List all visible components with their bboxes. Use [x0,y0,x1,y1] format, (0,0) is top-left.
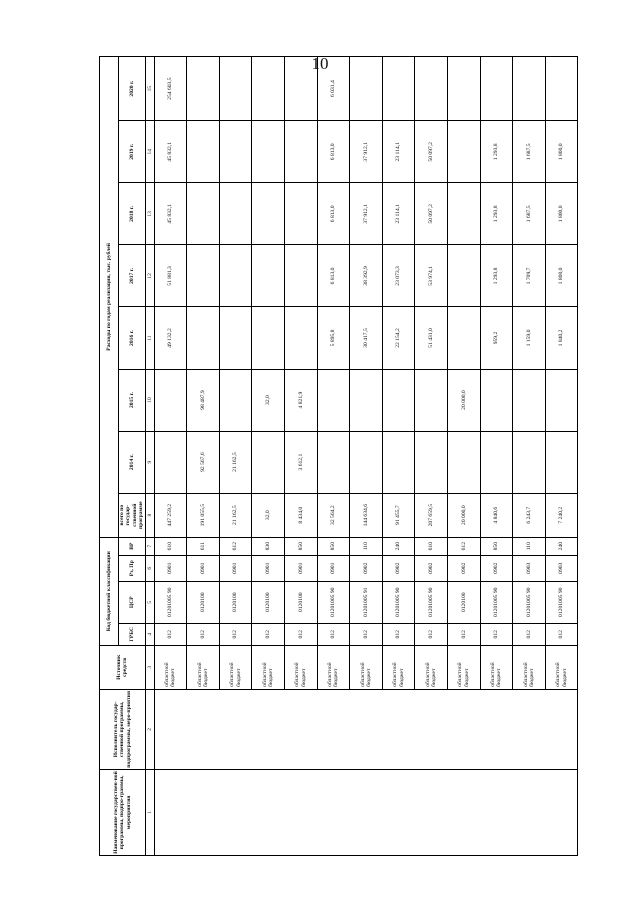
cell-csr: 0120100 [219,581,252,623]
cell-source: областной бюджет [285,645,318,689]
cell-y2020 [219,57,252,121]
cell-grbs: 012 [545,623,578,645]
cell-y2017 [285,245,318,307]
header-year-2019: 2019 г. [119,121,146,183]
cell-y2020: 6 031,4 [317,57,350,121]
cell-source: областной бюджет [317,645,350,689]
cell-y2020 [513,57,546,121]
cell-vr: 850 [285,537,318,555]
cell-y2015 [545,369,578,431]
budget-table [99,56,578,856]
column-number: 5 [145,581,154,623]
cell-y2019 [219,121,252,183]
header-executor: Исполнитель государ-ственной программы, подпрограммы, меро-приятия [100,689,146,769]
cell-y2015 [415,369,448,431]
cell-y2020 [545,57,578,121]
cell-total: 91 455,7 [382,493,415,537]
cell-rzpr: 0901 [219,555,252,581]
cell-y2016: 30 417,5 [350,307,383,369]
cell-y2018 [187,183,220,245]
cell-y2016 [285,307,318,369]
cell-rzpr: 0902 [382,555,415,581]
cell-rzpr: 0902 [448,555,481,581]
cell-y2015 [382,369,415,431]
cell-vr: 610 [154,537,187,555]
cell-csr: 0120100 [252,581,285,623]
cell-grbs: 012 [317,623,350,645]
cell-y2015: 32,0 [252,369,285,431]
cell-vr: 610 [415,537,448,555]
header-name: Наименование государствен-ной программы, подпро-граммы, мероприятия [100,769,146,855]
cell-y2017: 23 073,3 [382,245,415,307]
cell-y2020 [252,57,285,121]
cell-grbs: 012 [382,623,415,645]
cell-grbs: 012 [448,623,481,645]
cell-total: 20 000,0 [448,493,481,537]
cell-grbs: 012 [513,623,546,645]
cell-source: областной бюджет [350,645,383,689]
cell-y2019: 6 813,0 [317,121,350,183]
cell-source: областной бюджет [154,645,187,689]
page-number: 10 [311,54,329,73]
cell-rzpr: 0902 [480,555,513,581]
cell-y2017: 51 881,3 [154,245,187,307]
cell-vr: 850 [480,537,513,555]
cell-total: 191 055,5 [187,493,220,537]
cell-y2014 [513,431,546,493]
cell-y2019: 1 800,0 [545,121,578,183]
cell-y2019 [187,121,220,183]
column-number: 8 [145,493,154,537]
cell-y2014 [480,431,513,493]
cell-source: областной бюджет [513,645,546,689]
cell-rzpr: 0901 [187,555,220,581]
cell-y2018: 6 813,0 [317,183,350,245]
cell-y2019: 50 097,2 [415,121,448,183]
cell-csr: 01201005 90 [154,581,187,623]
cell-csr: 01201005 90 [382,581,415,623]
cell-y2014 [448,431,481,493]
cell-source: областной бюджет [382,645,415,689]
cell-y2018: 45 832,1 [154,183,187,245]
cell-y2016 [448,307,481,369]
cell-y2015 [350,369,383,431]
column-number: 15 [145,57,154,121]
cell-y2015 [480,369,513,431]
cell-csr: 0120100 [187,581,220,623]
cell-vr: 612 [219,537,252,555]
cell-y2018: 1 293,8 [480,183,513,245]
header-rzpr: Рз, Пр [119,555,146,581]
table-body [154,57,578,856]
cell-csr: 01201005 91 [350,581,383,623]
cell-y2019: 23 114,1 [382,121,415,183]
cell-vr: 240 [382,537,415,555]
cell-y2016 [252,307,285,369]
header-year-2017: 2017 г. [119,245,146,307]
cell-vr: 110 [350,537,383,555]
cell-y2018: 50 097,2 [415,183,448,245]
cell-y2014 [317,431,350,493]
cell-y2017 [187,245,220,307]
cell-grbs: 012 [480,623,513,645]
cell-y2014 [252,431,285,493]
cell-y2019 [252,121,285,183]
cell-rzpr: 0901 [317,555,350,581]
cell-csr: 01201005 90 [513,581,546,623]
cell-y2016: 1 840,2 [545,307,578,369]
cell-y2016: 1 159,0 [513,307,546,369]
cell-vr: 830 [252,537,285,555]
cell-y2020 [350,57,383,121]
cell-y2016: 5 895,8 [317,307,350,369]
header-csr: ЦСР [119,581,146,623]
cell-y2014 [545,431,578,493]
cell-y2019: 37 912,1 [350,121,383,183]
column-number: 7 [145,537,154,555]
cell-vr: 611 [187,537,220,555]
header-year-2018: 2018 г. [119,183,146,245]
cell-source: областной бюджет [219,645,252,689]
cell-y2014: 3 612,1 [285,431,318,493]
column-number: 3 [145,645,154,689]
cell-total: 32 564,2 [317,493,350,537]
cell-grbs: 012 [187,623,220,645]
cell-y2017: 1 709,7 [513,245,546,307]
cell-grbs: 012 [285,623,318,645]
rotated-table-container [99,56,568,856]
cell-grbs: 012 [219,623,252,645]
cell-y2014 [350,431,383,493]
cell-y2017: 1 800,0 [545,245,578,307]
cell-y2020 [415,57,448,121]
header-year-2015: 2015 г. [119,369,146,431]
cell-y2015 [219,369,252,431]
cell-y2018: 1 687,5 [513,183,546,245]
cell-total: 7 240,2 [545,493,578,537]
cell-y2015: 20 000,0 [448,369,481,431]
column-number: 2 [145,689,154,769]
cell-y2015 [154,369,187,431]
cell-y2018 [448,183,481,245]
cell-grbs: 012 [252,623,285,645]
cell-source: областной бюджет [480,645,513,689]
cell-y2014 [154,431,187,493]
cell-y2018: 1 800,0 [545,183,578,245]
cell-vr: 240 [545,537,578,555]
cell-csr: 01201005 90 [545,581,578,623]
header-grbs: ГРБС [119,623,146,645]
cell-csr: 0120100 [285,581,318,623]
cell-total: 8 434,0 [285,493,318,537]
column-number: 9 [145,431,154,493]
cell-y2014 [415,431,448,493]
column-number: 11 [145,307,154,369]
cell-csr: 01201005 90 [415,581,448,623]
cell-y2017 [448,245,481,307]
cell-y2016 [219,307,252,369]
cell-y2018 [285,183,318,245]
cell-y2020 [448,57,481,121]
cell-rzpr: 0902 [350,555,383,581]
cell-rzpr: 0903 [545,555,578,581]
header-source: Источник средств [100,645,146,689]
program-name-cell [154,769,578,855]
cell-y2016: 22 154,2 [382,307,415,369]
cell-vr: 612 [448,537,481,555]
cell-y2014 [382,431,415,493]
cell-y2020 [480,57,513,121]
cell-grbs: 012 [415,623,448,645]
cell-vr: 110 [513,537,546,555]
header-year-2020: 2020 г. [119,57,146,121]
cell-rzpr: 0901 [285,555,318,581]
cell-y2019: 1 293,8 [480,121,513,183]
cell-total: 32,0 [252,493,285,537]
cell-y2014: 92 567,6 [187,431,220,493]
cell-source: областной бюджет [252,645,285,689]
column-number: 4 [145,623,154,645]
table-row [154,57,187,856]
cell-source: областной бюджет [448,645,481,689]
cell-y2020: 254 603,5 [154,57,187,121]
cell-y2017: 1 293,8 [480,245,513,307]
column-number: 6 [145,555,154,581]
cell-y2020 [382,57,415,121]
cell-source: областной бюджет [187,645,220,689]
cell-vr: 850 [317,537,350,555]
cell-csr: 0120100 [448,581,481,623]
cell-y2015 [513,369,546,431]
cell-total: 447 259,2 [154,493,187,537]
column-number: 1 [145,769,154,855]
column-number: 10 [145,369,154,431]
cell-y2018: 23 114,1 [382,183,415,245]
cell-y2017 [219,245,252,307]
column-number-row [145,57,154,856]
cell-rzpr: 0901 [154,555,187,581]
column-number: 12 [145,245,154,307]
cell-rzpr: 0902 [415,555,448,581]
cell-total: 207 659,5 [415,493,448,537]
cell-y2017 [252,245,285,307]
header-year-2014: 2014 г. [119,431,146,493]
cell-csr: 01201005 90 [480,581,513,623]
column-number: 13 [145,183,154,245]
header-years-group: Расходы по годам реализации, тыс. рублей [100,57,119,538]
cell-y2014: 21 162,5 [219,431,252,493]
cell-y2019 [448,121,481,183]
cell-y2017: 38 392,9 [350,245,383,307]
cell-y2016 [187,307,220,369]
cell-csr: 01201005 90 [317,581,350,623]
cell-y2016: 959,2 [480,307,513,369]
cell-source: областной бюджет [415,645,448,689]
cell-y2015: 4 821,9 [285,369,318,431]
header-year-2016: 2016 г. [119,307,146,369]
cell-rzpr: 0903 [513,555,546,581]
cell-source: областной бюджет [545,645,578,689]
cell-y2020 [187,57,220,121]
cell-total: 4 840,6 [480,493,513,537]
cell-y2016: 49 132,2 [154,307,187,369]
cell-y2019 [285,121,318,183]
cell-grbs: 012 [350,623,383,645]
cell-y2020 [285,57,318,121]
header-bcc-group: Код бюджетной классификации [100,537,119,645]
cell-y2017: 6 813,0 [317,245,350,307]
header-vr: ВР [119,537,146,555]
cell-y2015: 98 487,9 [187,369,220,431]
cell-y2019: 1 687,5 [513,121,546,183]
cell-total: 144 634,6 [350,493,383,537]
cell-y2018 [219,183,252,245]
cell-grbs: 012 [154,623,187,645]
cell-total: 21 162,5 [219,493,252,537]
header-total: всего по государ-ственной программе [119,493,146,537]
cell-y2015 [317,369,350,431]
cell-rzpr: 0901 [252,555,285,581]
executor-cell [154,689,578,769]
cell-y2016: 51 431,0 [415,307,448,369]
cell-y2019: 45 832,1 [154,121,187,183]
cell-y2018: 37 912,1 [350,183,383,245]
column-number: 14 [145,121,154,183]
cell-y2018 [252,183,285,245]
cell-y2017: 53 974,1 [415,245,448,307]
cell-total: 6 243,7 [513,493,546,537]
